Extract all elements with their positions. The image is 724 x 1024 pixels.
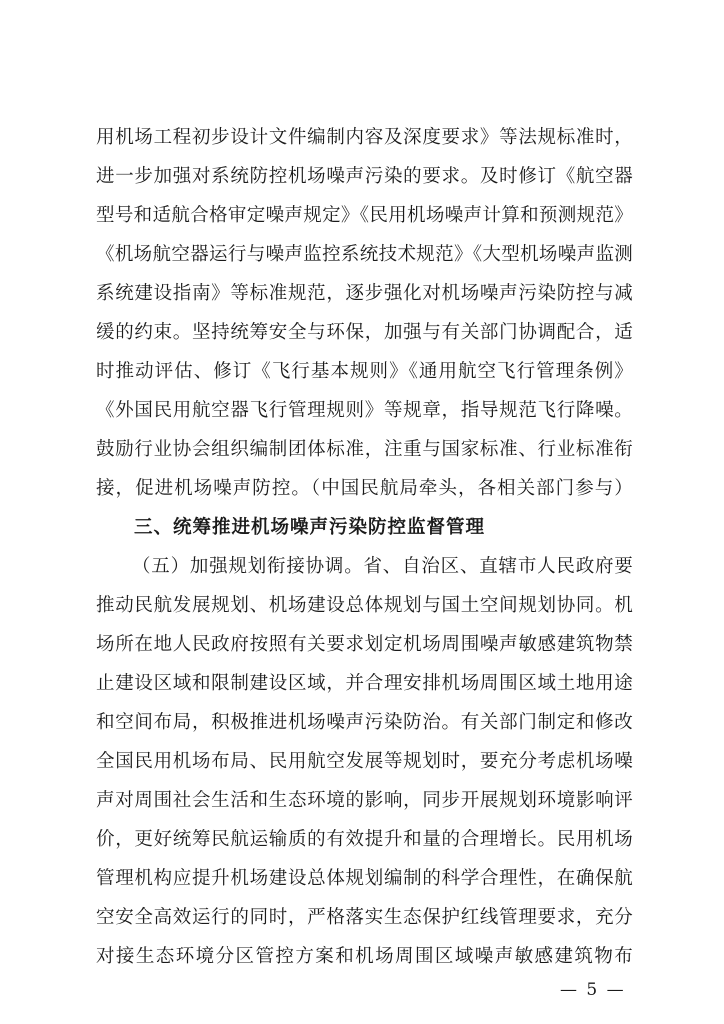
text-line: 缓的约束。坚持统筹安全与环保，加强与有关部门协调配合，适 [96, 322, 633, 343]
text-line: 推动民航发展规划、机场建设总体规划与国土空间规划协同。机 [96, 595, 633, 616]
text-line: 对接生态环境分区管控方案和机场周围区域噪声敏感建筑物布 [96, 946, 633, 967]
text-line: 声对周围社会生活和生态环境的影响，同步开展规划环境影响评 [96, 790, 633, 811]
text-line: 接，促进机场噪声防控。（中国民航局牵头，各相关部门参与） [96, 478, 633, 499]
text-line: 全国民用机场布局、民用航空发展等规划时，要充分考虑机场噪 [96, 751, 633, 772]
text-line: 时推动评估、修订《飞行基本规则》《通用航空飞行管理条例》 [96, 361, 633, 382]
section-heading: 三、统筹推进机场噪声污染防控监督管理 [134, 517, 486, 538]
text-line: 和空间布局，积极推进机场噪声污染防治。有关部门制定和修改 [96, 712, 633, 733]
page-number: — 5 — [560, 980, 626, 1000]
text-line: 系统建设指南》等标准规范，逐步强化对机场噪声污染防控与减 [96, 283, 633, 304]
text-line: （五）加强规划衔接协调。省、自治区、直辖市人民政府要 [132, 556, 633, 577]
text-line: 用机场工程初步设计文件编制内容及深度要求》等法规标准时， [96, 127, 633, 148]
text-line: 进一步加强对系统防控机场噪声污染的要求。及时修订《航空器 [96, 166, 633, 187]
text-line: 鼓励行业协会组织编制团体标准，注重与国家标准、行业标准衔 [96, 439, 633, 460]
text-line: 场所在地人民政府按照有关要求划定机场周围噪声敏感建筑物禁 [96, 634, 633, 655]
text-line: 型号和适航合格审定噪声规定》《民用机场噪声计算和预测规范》 [96, 205, 633, 226]
text-line: 管理机构应提升机场建设总体规划编制的科学合理性，在确保航 [96, 868, 633, 889]
text-line: 空安全高效运行的同时，严格落实生态保护红线管理要求，充分 [96, 907, 633, 928]
text-line: 止建设区域和限制建设区域，并合理安排机场周围区域土地用途 [96, 673, 633, 694]
text-line: 《外国民用航空器飞行管理规则》等规章，指导规范飞行降噪。 [96, 400, 633, 421]
text-line: 价，更好统筹民航运输质的有效提升和量的合理增长。民用机场 [96, 829, 633, 850]
text-line: 《机场航空器运行与噪声监控系统技术规范》《大型机场噪声监测 [96, 244, 633, 265]
